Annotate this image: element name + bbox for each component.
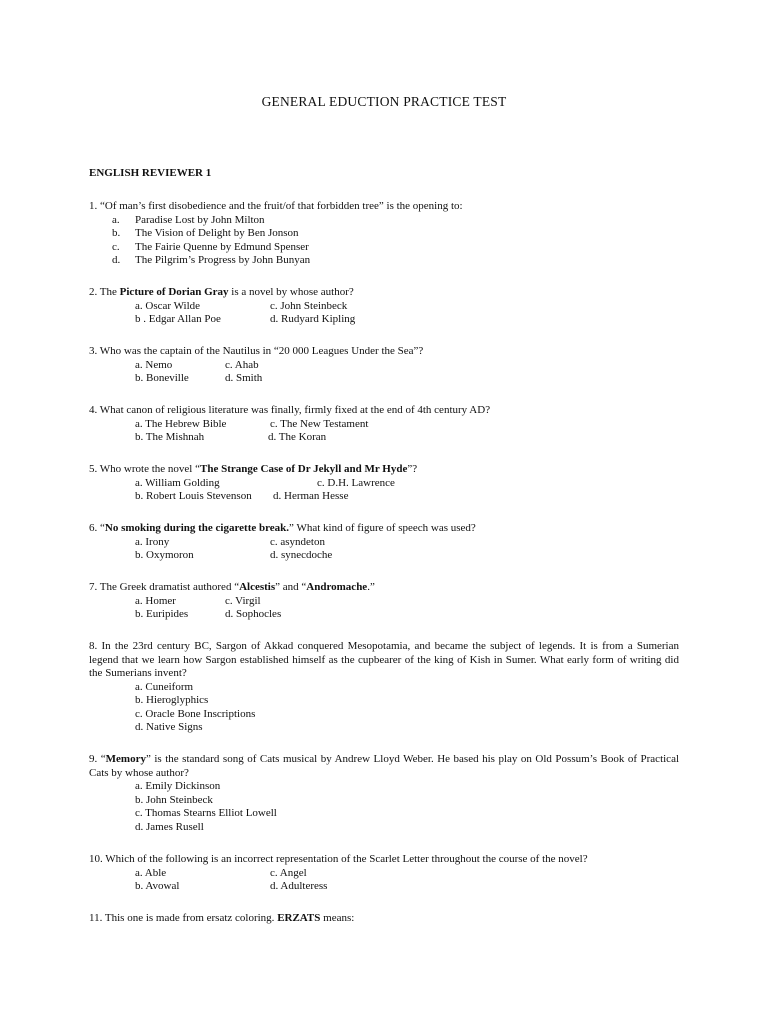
- option-b: b. The Vision of Delight by Ben Jonson: [112, 227, 299, 239]
- question-text: 10. Which of the following is an incorrect representation of the Scarlet Letter throughout the course of the novel?: [89, 853, 588, 865]
- option-a: a. William Golding: [135, 476, 220, 489]
- option-d: d. The Pilgrim’s Progress by John Bunyan: [112, 254, 311, 266]
- page-title: GENERAL EDUCTION PRACTICE TEST: [261, 94, 507, 109]
- option-a: a. Irony: [135, 535, 170, 548]
- option-b: b . Edgar Allan Poe: [135, 313, 221, 325]
- question-text: 5. Who wrote the novel “The Strange Case of Dr Jekyll and Mr Hyde”?: [89, 463, 418, 475]
- option-a: a. Nemo: [135, 358, 173, 371]
- question-11: [89, 912, 679, 926]
- question-6: [89, 522, 679, 563]
- option-b: b. Hieroglyphics: [135, 694, 209, 706]
- option-a: a. Emily Dickinson: [135, 780, 221, 792]
- option-b: b. Boneville: [135, 372, 189, 384]
- option-b: b. Oxymoron: [135, 549, 194, 561]
- option-c: c. asyndeton: [270, 535, 325, 548]
- question-8: [89, 640, 679, 735]
- section-heading: ENGLISH REVIEWER 1: [89, 167, 212, 179]
- option-d: d. synecdoche: [270, 549, 333, 561]
- option-c: c. D.H. Lawrence: [317, 476, 395, 489]
- option-c: c. John Steinbeck: [270, 299, 348, 312]
- option-b: b. Robert Louis Stevenson: [135, 490, 252, 502]
- question-5: [89, 463, 679, 504]
- option-a: a. Cuneiform: [135, 680, 194, 693]
- option-d: d. The Koran: [268, 431, 327, 443]
- option-c: c. Thomas Stearns Elliot Lowell: [135, 807, 277, 819]
- question-text: 7. The Greek dramatist authored “Alcestis” and “Andromache.”: [89, 581, 375, 593]
- option-c: c. The Fairie Quenne by Edmund Spenser: [112, 240, 309, 253]
- option-d: d. James Rusell: [135, 820, 204, 833]
- question-2: [89, 286, 679, 327]
- question-text: 2. The Picture of Dorian Gray is a novel by whose author?: [89, 286, 354, 298]
- option-a: a. Paradise Lost by John Milton: [112, 213, 265, 226]
- question-3: [89, 345, 679, 386]
- question-9: [89, 753, 679, 834]
- option-d: d. Native Signs: [135, 721, 203, 733]
- option-b: b. John Steinbeck: [135, 793, 213, 806]
- question-text: 3. Who was the captain of the Nautilus in “20 000 Leagues Under the Sea”?: [89, 345, 424, 357]
- question-text: 8. In the 23rd century BC, Sargon of Akkad conquered Mesopotamia, and became the subject of legends. It is from a Sumerian legend that we learn how Sargon established himself as the cupbearer of the king of Kish in Sumer. What early form of writing did the Sumerians invent?: [89, 640, 679, 679]
- option-d: d. Herman Hesse: [273, 490, 349, 502]
- question-1: [89, 200, 679, 268]
- option-c: c. The New Testament: [270, 417, 369, 430]
- option-c: c. Angel: [270, 866, 307, 879]
- option-a: a. Able: [135, 866, 167, 879]
- option-d: d. Rudyard Kipling: [270, 313, 356, 325]
- option-a: a. The Hebrew Bible: [135, 417, 227, 430]
- option-c: c. Ahab: [225, 358, 259, 371]
- option-d: d. Smith: [225, 372, 263, 384]
- option-d: d. Adulteress: [270, 880, 328, 892]
- option-a: a. Oscar Wilde: [135, 299, 201, 312]
- option-list: [89, 214, 679, 268]
- question-4: [89, 404, 679, 445]
- option-a: a. Homer: [135, 594, 176, 607]
- option-c: c. Virgil: [225, 594, 261, 607]
- question-text: 6. “No smoking during the cigarette break.” What kind of figure of speech was used?: [89, 522, 476, 534]
- option-b: b. Euripides: [135, 608, 189, 620]
- option-d: d. Sophocles: [225, 608, 282, 620]
- question-text: 1. “Of man’s first disobedience and the fruit/of that forbidden tree” is the opening to:: [89, 200, 463, 212]
- question-text: 9. “Memory” is the standard song of Cats musical by Andrew Lloyd Weber. He based his play on Old Possum’s Book of Practical Cats by whose author?: [89, 753, 680, 779]
- option-b: b. Avowal: [135, 880, 180, 892]
- question-text: 4. What canon of religious literature was finally, firmly fixed at the end of 4th century AD?: [89, 404, 491, 416]
- question-7: [89, 581, 679, 622]
- question-text: 11. This one is made from ersatz coloring. ERZATS means:: [89, 912, 355, 924]
- question-10: [89, 853, 679, 894]
- option-b: b. The Mishnah: [135, 431, 205, 443]
- option-c: c. Oracle Bone Inscriptions: [135, 707, 256, 720]
